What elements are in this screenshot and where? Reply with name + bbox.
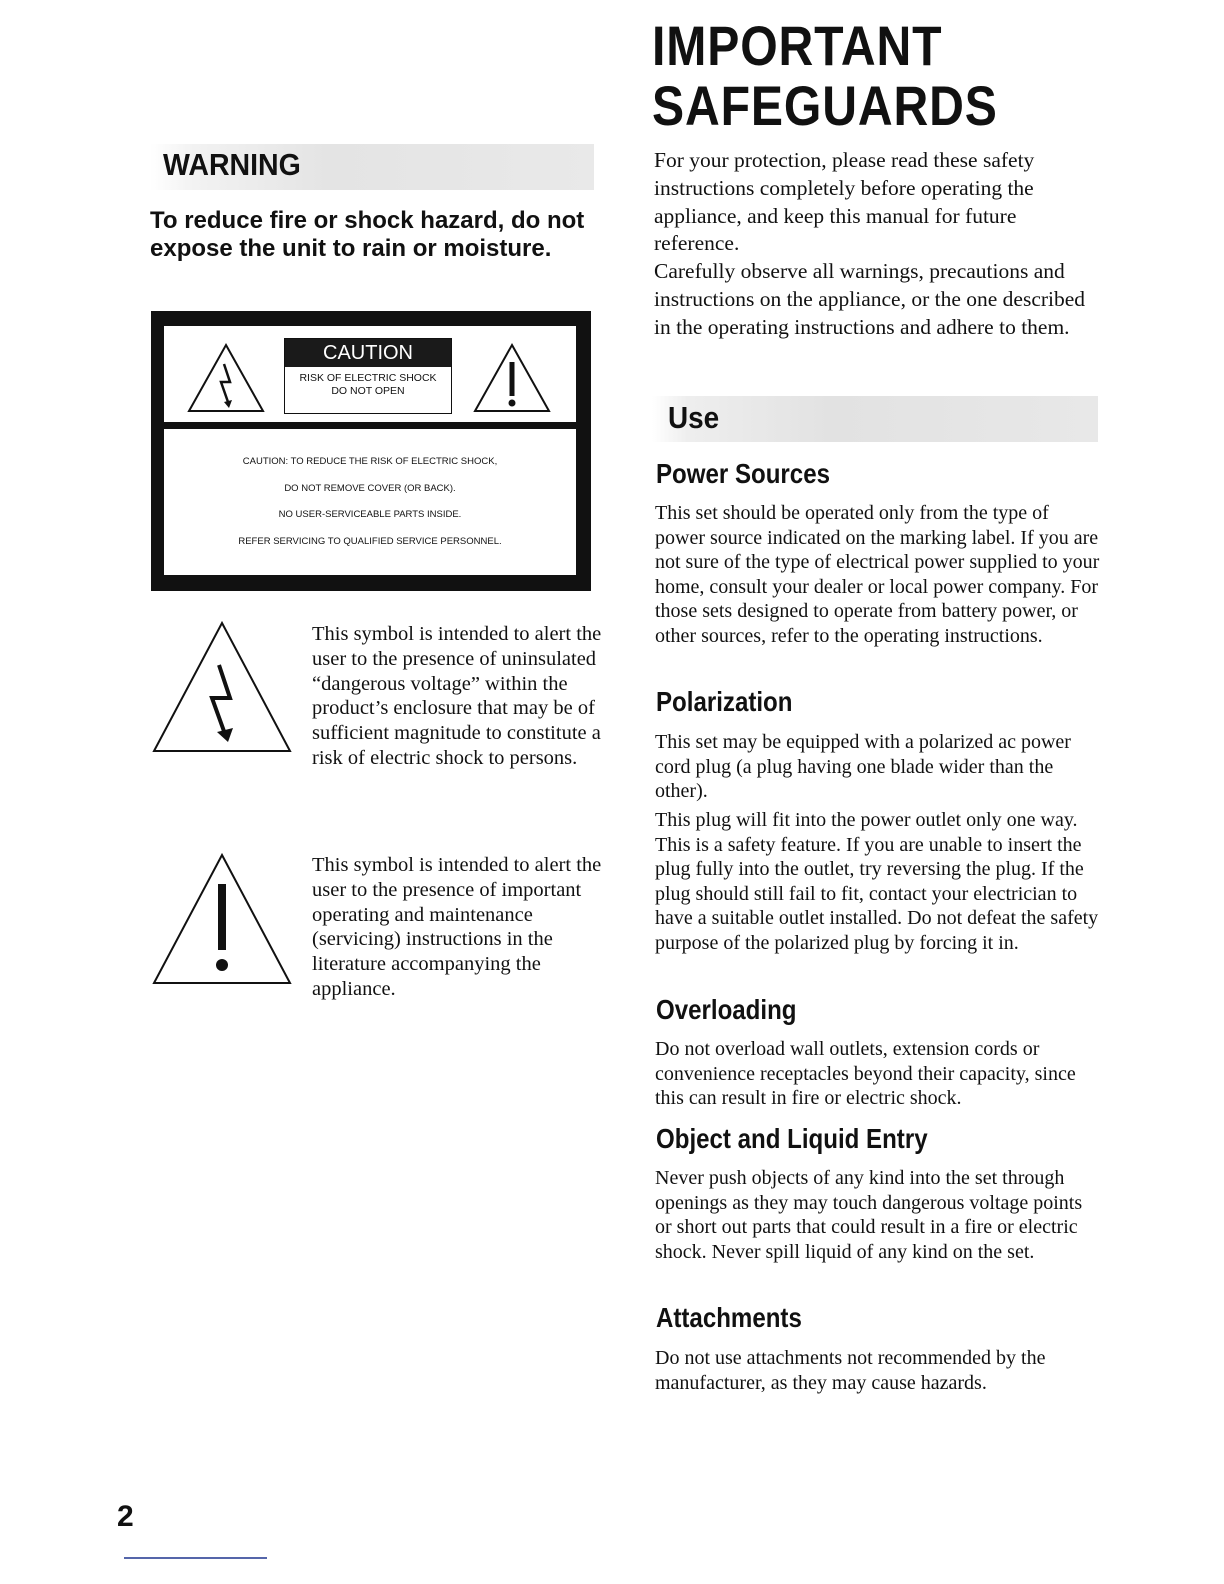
- caution-label-sub-line1: RISK OF ELECTRIC SHOCK: [299, 372, 437, 384]
- symbol-explanation-text: This symbol is intended to alert the user to the presence of uninsulated “dangerous voltage” within the product’s enclosure that may be of sufficient magnitude to constitute a risk of electric shock to persons.: [312, 623, 602, 769]
- intro-paragraph: For your protection, please read these safety instructions completely before operating the appliance, and keep this manual for future reference.: [654, 148, 1035, 256]
- caution-label-bottom: [164, 429, 576, 575]
- exclamation-warning-icon: [151, 852, 293, 986]
- caution-line: DO NOT REMOVE COVER (OR BACK).: [284, 482, 456, 494]
- section-paragraph: Do not use attachments not recommended by the manufacturer, as they may cause hazards.: [655, 1347, 1046, 1394]
- section-heading: Object and Liquid Entry: [656, 1123, 928, 1154]
- section-heading: Attachments: [656, 1302, 802, 1333]
- caution-line: REFER SERVICING TO QUALIFIED SERVICE PERSONNEL.: [238, 535, 502, 547]
- section-paragraph: This plug will fit into the power outlet only one way. This is a safety feature. If you are unable to insert the plug fully into the outlet, try reversing the plug. If the plug should still fail to fit, contact your electrician to have a suitable outlet installed. Do not defeat the safety purpose of the polarized plug by forcing it in.: [655, 809, 1099, 954]
- lightning-warning-icon: [186, 342, 266, 414]
- use-title: Use: [668, 400, 720, 435]
- section-heading: Power Sources: [656, 458, 830, 489]
- page-number: 2: [117, 1500, 134, 1533]
- section-heading: Overloading: [656, 994, 797, 1025]
- caution-line: CAUTION: TO REDUCE THE RISK OF ELECTRIC SHOCK,: [242, 456, 498, 467]
- exclamation-warning-icon: [472, 342, 552, 414]
- section-paragraph: This set should be operated only from the type of power source indicated on the marking label. If you are not sure of the type of electrical power supplied to your home, consult your dealer or local power company. For those sets designed to operate from battery power, or other sources, refer to the operating instructions.: [655, 502, 1100, 647]
- intro-paragraph: Carefully observe all warnings, precautions and instructions on the appliance, or the one described in the operating instructions and adhere to them.: [654, 259, 1086, 339]
- caution-label-box: [151, 311, 591, 591]
- caution-label: [284, 338, 452, 414]
- footer-rule: [124, 1557, 267, 1559]
- section-paragraph: Do not overload wall outlets, extension cords or convenience receptacles beyond their capacity, since this can result in fire or electric shock.: [655, 1038, 1076, 1110]
- page-title: [652, 16, 998, 136]
- caution-line: NO USER-SERVICEABLE PARTS INSIDE.: [278, 509, 462, 520]
- caution-label-head: CAUTION: [285, 339, 451, 367]
- page-title-line1: IMPORTANT: [652, 14, 943, 77]
- warning-text: To reduce fire or shock hazard, do not expose the unit to rain or moisture.: [150, 207, 585, 262]
- caution-label-top: [164, 326, 576, 422]
- section-paragraph: Never push objects of any kind into the set through openings as they may touch dangerous voltage points or short out parts that could result in a fire or electric shock. Never spill liquid of any kind on the set.: [655, 1167, 1083, 1263]
- lightning-warning-icon: [151, 620, 293, 754]
- caution-label-sub-line2: DO NOT OPEN: [331, 385, 405, 397]
- section-paragraph: This set may be equipped with a polarized ac power cord plug (a plug having one blade wider than the other).: [655, 731, 1071, 803]
- page-title-line2: SAFEGUARDS: [652, 74, 998, 137]
- warning-title: WARNING: [163, 147, 301, 182]
- symbol-explanation-text: This symbol is intended to alert the user to the presence of important operating and maintenance (servicing) instructions in the literature accompanying the appliance.: [312, 854, 602, 1000]
- section-heading: Polarization: [656, 686, 793, 717]
